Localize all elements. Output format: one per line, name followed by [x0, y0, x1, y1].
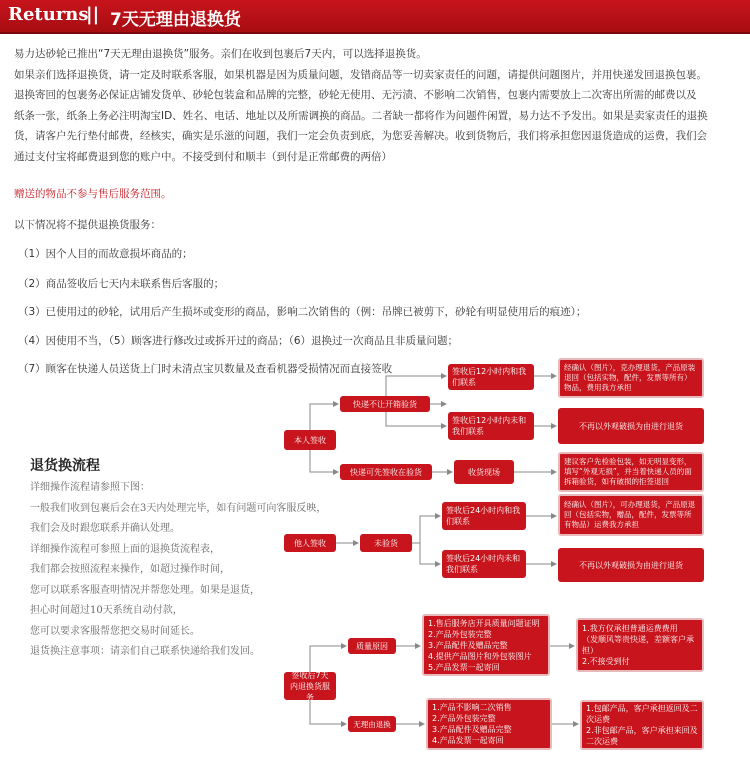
policy-line: 通过支付宝将邮费退到您的账户中。不接受到付和顺丰（到付是正常邮费的两倍）	[14, 150, 392, 163]
condition-item: （1）因个人目的而故意损坏商品的；	[18, 248, 193, 260]
banner-title: Returns	[8, 4, 89, 25]
policy-line: 易力达砂轮已推出“7天无理由退换货”服务。亲们在收到包裹后7天内，可以选择退换货。	[14, 48, 427, 60]
flow-desc-line: 您可以要求客服帮您把交易时间延长。	[30, 625, 200, 637]
quality-condition-line: 1.售后服务店开具质量问题证明	[428, 618, 540, 628]
node-no-reason: 无理由退换	[348, 716, 396, 732]
condition-item: （2）商品签收后七天内未联系售后客服的；	[18, 278, 225, 290]
node-quality-reason: 质量原因	[348, 638, 396, 654]
node-quality-conditions	[422, 614, 550, 676]
flow-desc-line: 退货换注意事项：请亲们自己联系快递给我们发回。	[30, 646, 260, 657]
condition-item: （7）顾客在快递人员送货上门时未清点宝贝数量及查看机器受损情况而直接签收	[18, 363, 393, 375]
no-reason-shipping-line: 1.包邮产品，客户承担返回及二次运费	[586, 704, 698, 724]
node-receive-on-site: 收货现场	[454, 460, 514, 484]
node-sign-24h-contact: 签收后24小时内和我们联系	[442, 502, 526, 530]
node-other-sign: 他人签收	[284, 534, 336, 552]
node-quality-shipping	[576, 618, 704, 672]
node-self-sign: 本人签收	[284, 430, 336, 450]
node-courier-no-inspect: 快递不让开箱验货	[340, 396, 430, 412]
no-reason-condition-line: 1.产品不影响二次销售	[432, 703, 512, 712]
no-reason-condition-line: 4.产品发票一起寄回	[432, 736, 504, 745]
policy-line: 纸条一张，纸条上务必注明淘宝ID、姓名、电话、地址以及所需调换的商品。二者缺一都将作为问题件闲置，易力达不予发出。如果是卖家责任的退换	[14, 109, 708, 122]
banner-separator: ||	[86, 4, 100, 25]
quality-shipping-line: 1.我方仅承担普通运费费用	[582, 624, 678, 633]
quality-shipping-line: 2.不接受到付	[582, 657, 630, 666]
node-no-reason-conditions	[426, 698, 552, 750]
quality-shipping-line: （发顺风等贵快递，差额客户承担）	[582, 635, 694, 655]
gift-note: 赠送的物品不参与售后服务范围。	[14, 188, 172, 200]
policy-line: 货，请客户先行垫付邮费，经核实，确实是乐滋的问题，我们一定会负责到底，为您妥善解决。收到货物后，我们将承担您因退货造成的运费，我们会	[14, 130, 707, 142]
quality-condition-line: 4.提供产品图片和外包装图片	[428, 651, 532, 661]
node-courier-allow-inspect: 快递可先签收在验货	[340, 464, 432, 480]
node-no-return-2: 不再以外观破损为由进行退货	[558, 548, 704, 582]
quality-condition-line: 3.产品配件及赠品完整	[428, 640, 508, 650]
policy-line: 如果亲们选择退换货，请一定及时联系客服，如果机器是因为质量问题，发错商品等一切卖家责任的问题，请提供问题图片，并用快递发回退换包裹。	[14, 68, 707, 81]
flow-desc-line: 我们都会按照流程来操作，如超过操作时间，	[30, 564, 230, 575]
policy-line: 退换寄回的包裹务必保证店铺发货单、砂轮包装盒和品牌的完整，砂轮无使用、无污渍、不影响二次销售，包裹内需要放上二次寄出所需的邮费以及	[14, 89, 697, 101]
flow-desc-line: 您可以联系客服查明情况并帮您处理。如果是退货，	[30, 584, 260, 596]
no-reason-shipping-line: 2.非包邮产品，客户承担来回及二次运费	[586, 726, 698, 746]
node-refuse-advice: 建议客户先检验包装，如无明显变形，填写“外观无损”，并当着快递人员的面拆箱验货，如有破损的拒签退回	[558, 452, 704, 492]
condition-item: （3）已使用过的砂轮，试用后产生损坏或变形的商品，影响二次销售的（例：吊牌已被剪下，砂轮有明显使用后的痕迹）；	[18, 306, 587, 318]
condition-item: （4）因使用不当，（5）顾客进行修改过或拆开过的商品；（6）退换过一次商品且非质量问题；	[18, 335, 459, 347]
flow-title: 退货换流程	[30, 458, 100, 474]
no-reason-condition-line: 2.产品外包装完整	[432, 714, 496, 723]
flow-desc-line: 担心时间超过10天系统自动付款，	[30, 605, 183, 616]
no-reason-condition-line: 3.产品配件及赠品完整	[432, 725, 512, 734]
flow-desc-line: 我们会及时跟您联系并确认处理。	[30, 523, 180, 534]
exclusion-intro: 以下情况将不提供退换货服务：	[14, 219, 161, 231]
node-confirm-photo: 经确认（图片），克办理退货，产品原装退回（包括实物，配件，发票等所有）物品，费用我方承担	[558, 358, 704, 398]
node-sign-12h-no-contact: 签收后12小时内未和我们联系	[448, 412, 534, 440]
flow-desc-line: 一般我们收到包裹后会在3天内处理完毕，如有问题可向客服反映，	[30, 502, 327, 514]
node-sign-7d: 签收后7天内退换货服务	[284, 672, 336, 700]
node-no-return-1: 不再以外观破损为由进行退货	[558, 408, 704, 444]
node-unopened: 未验货	[360, 534, 412, 552]
banner-subtitle: 7天无理由退换货	[110, 10, 241, 30]
node-no-reason-shipping	[580, 700, 704, 750]
node-sign-12h-contact: 签收后12小时内和我们联系	[448, 364, 534, 390]
flow-desc-line: 详细操作流程请参照下图：	[30, 482, 150, 493]
quality-condition-line: 5.产品发票一起寄回	[428, 662, 500, 672]
quality-condition-line: 2.产品外包装完整	[428, 629, 492, 639]
flow-desc-line: 详细操作流程可参照上面的退换货流程表，	[30, 543, 220, 555]
node-sign-24h-no-contact: 签收后24小时内未和我们联系	[442, 550, 526, 578]
node-confirm-photo-24: 经确认（图片），可办理退货，产品原退回（包括实物，赠品，配件，发票等所有物品）运费我方承担	[558, 494, 704, 536]
